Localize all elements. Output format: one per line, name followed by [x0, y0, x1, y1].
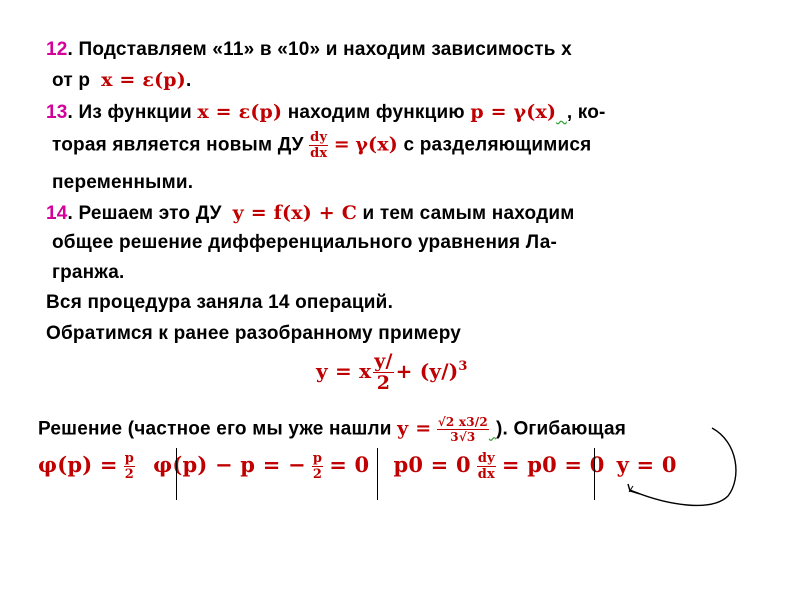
fraction-denominator: 2 — [373, 372, 393, 393]
formula-x-eps-p: x = ε(p) — [101, 69, 186, 91]
step-number: 14 — [46, 203, 68, 224]
phi-p-lhs: φ(p) = — [38, 452, 118, 478]
step-text: находим функцию — [287, 102, 465, 123]
fraction-denominator: dx — [310, 146, 328, 161]
formula-gamma-x: γ(x) — [355, 133, 398, 156]
step-number: 13 — [46, 102, 68, 123]
example-rhs: + (y/) — [395, 358, 459, 383]
step-text: . Из функции — [67, 102, 192, 123]
step-text: и тем самым находим — [362, 203, 575, 224]
formula-y-f-x-c: y = f(x) + C — [232, 202, 358, 224]
fraction-numerator: √2 x3/2 — [437, 415, 488, 429]
example-exponent: 3 — [458, 359, 468, 375]
step-text: . Подставляем «11» в «10» и находим зависимость x — [67, 39, 572, 60]
solution-text: Решение (частное его мы уже нашли — [38, 418, 392, 440]
intro-text: Обратимся к ранее разобранному примеру — [46, 323, 462, 344]
step-text: торая является новым ДУ — [52, 134, 304, 156]
phi-p-minus-p: φ(p) − p = − — [153, 452, 306, 478]
step-text: . Решаем это ДУ — [67, 203, 222, 224]
fraction-denominator: 3√3 — [450, 430, 476, 444]
step-text: с разделяющимися — [403, 134, 592, 156]
fraction-denominator: dx — [477, 467, 495, 482]
equals-p0-zero: = p0 = 0 — [501, 452, 605, 478]
fraction-numerator: dy — [310, 130, 328, 145]
fraction-numerator: p — [312, 451, 323, 466]
formula-p-gamma-x: p = γ(x) — [470, 101, 557, 123]
p0-equals-zero: p0 = 0 — [393, 452, 471, 478]
equals-zero: = 0 — [329, 452, 370, 478]
summary-text: Вся процедура заняла 14 операций. — [46, 292, 394, 313]
fraction-denominator: 2 — [124, 467, 134, 482]
fraction-denominator: 2 — [312, 467, 323, 482]
formula-x-eps-p: x = ε(p) — [197, 101, 283, 123]
solution-text: ). Огибающая — [495, 418, 627, 440]
step-text: гранжа. — [52, 262, 125, 283]
step-text: , ко- — [566, 102, 606, 123]
fraction-numerator: y/ — [374, 350, 393, 372]
solution-formula-lhs: y = — [397, 417, 432, 440]
fraction-numerator: dy — [477, 451, 495, 466]
period: . — [186, 70, 192, 91]
step-number: 12 — [46, 39, 68, 60]
fraction-numerator: p — [124, 451, 135, 466]
example-lhs: y = x — [316, 358, 372, 383]
step-text: переменными. — [52, 172, 194, 193]
equals-sign: = — [333, 133, 350, 156]
step-text: от p — [52, 70, 91, 91]
y-equals-zero: y = 0 — [616, 452, 677, 478]
step-text: общее решение дифференциального уравнения Ла- — [52, 232, 558, 253]
